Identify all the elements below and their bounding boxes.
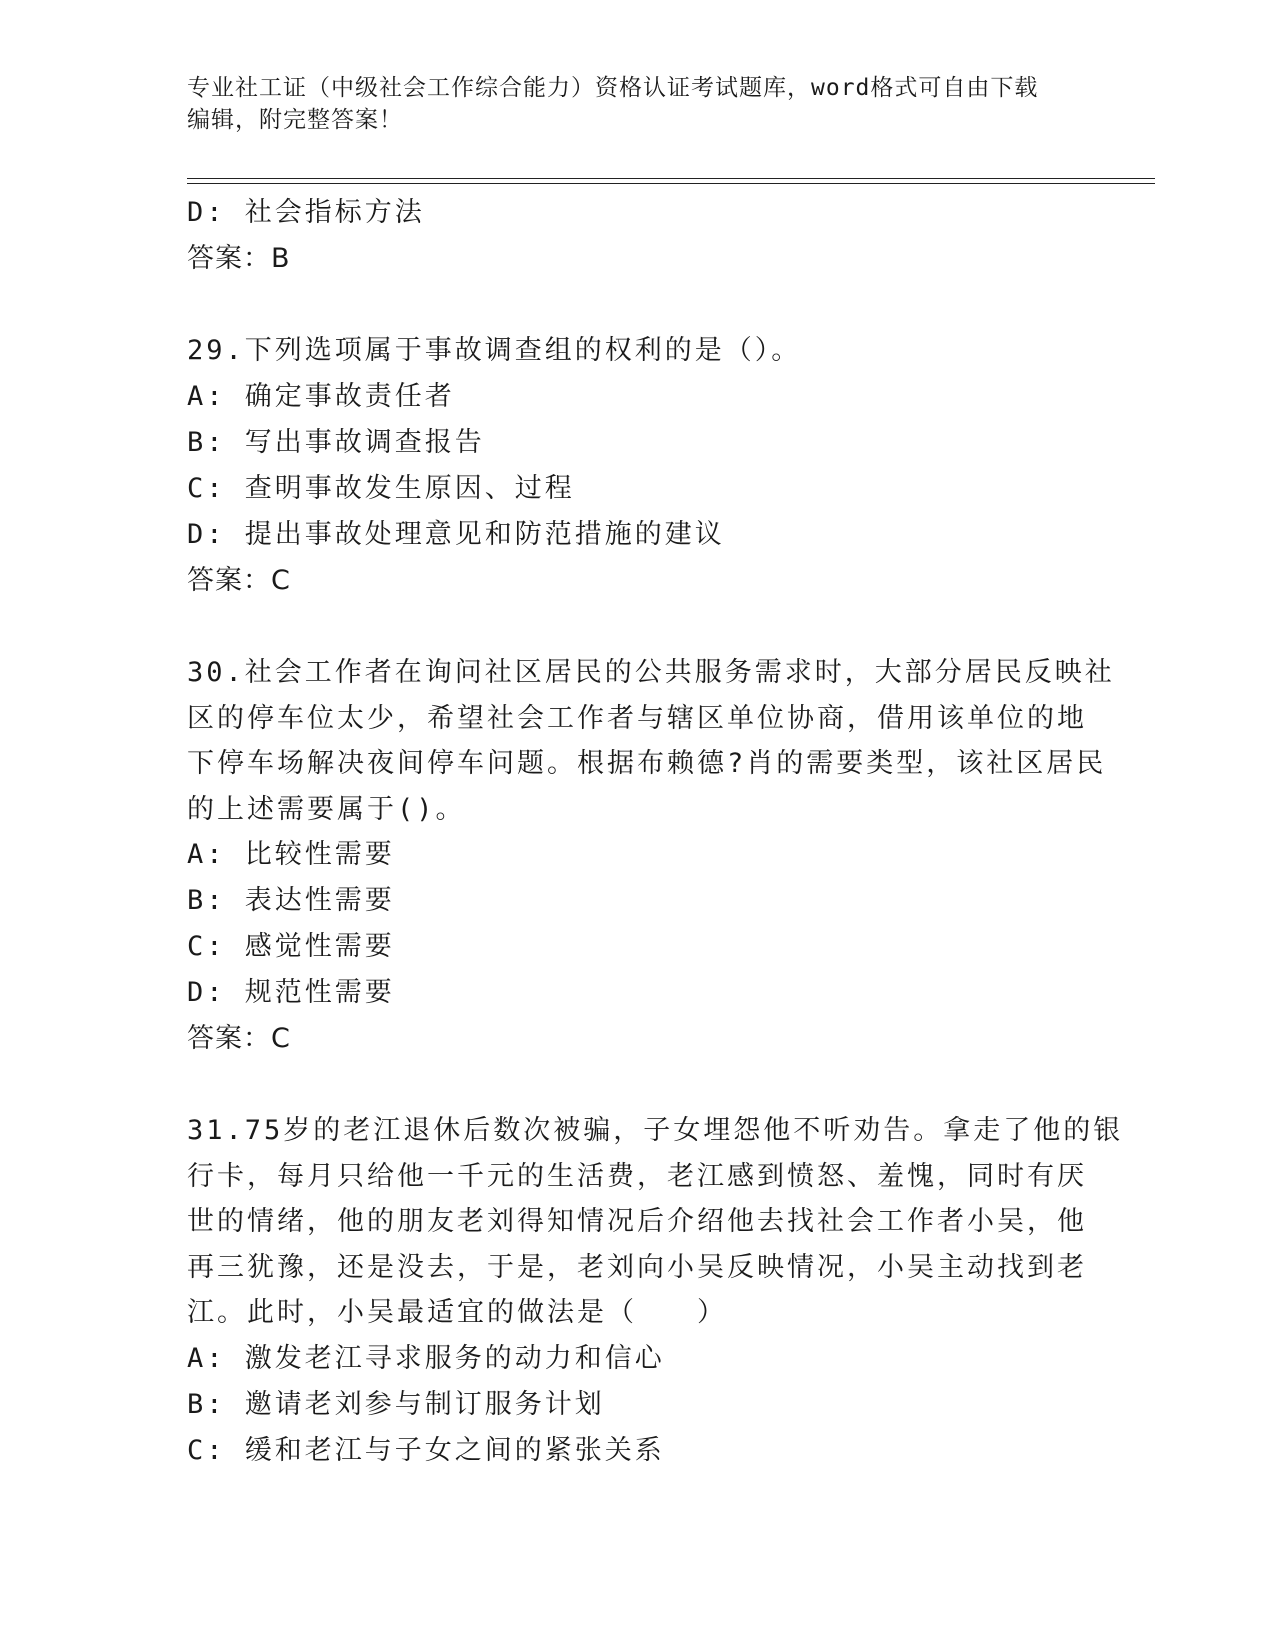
option-b: B: 邀请老刘参与制订服务计划	[187, 1388, 605, 1420]
question-stem-line: 世的情绪，他的朋友老刘得知情况后介绍他去找社会工作者小吴，他	[187, 1206, 1087, 1237]
page-header	[187, 72, 1087, 136]
answer-line: 答案：C	[187, 1023, 291, 1054]
option-b: B: 表达性需要	[187, 885, 395, 916]
question-29	[187, 328, 1087, 604]
question-31	[187, 1108, 1124, 1474]
header-divider-top	[187, 178, 1155, 179]
option-c: C: 查明事故发生原因、过程	[187, 473, 575, 504]
option-c: C: 感觉性需要	[187, 931, 395, 962]
header-title-line-2: 编辑，附完整答案！	[187, 107, 403, 133]
question-stem-line: 30.社会工作者在询问社区居民的公共服务需求时，大部分居民反映社	[187, 657, 1115, 688]
option-b: B: 写出事故调查报告	[187, 427, 485, 458]
option-d: D: 规范性需要	[187, 977, 395, 1008]
option-d: D: 提出事故处理意见和防范措施的建议	[187, 519, 725, 550]
header-title-line-1: 专业社工证（中级社会工作综合能力）资格认证考试题库，word格式可自由下载	[187, 75, 1039, 101]
answer-line: 答案：C	[187, 565, 291, 596]
option-d: D: 社会指标方法	[187, 197, 425, 228]
question-stem-line: 区的停车位太少，希望社会工作者与辖区单位协商，借用该单位的地	[187, 702, 1087, 734]
question-stem-line: 行卡，每月只给他一千元的生活费，老江感到愤怒、羞愧，同时有厌	[187, 1160, 1087, 1192]
option-c: C: 缓和老江与子女之间的紧张关系	[187, 1434, 665, 1466]
question-stem-line: 的上述需要属于()。	[187, 793, 466, 825]
question-content	[187, 190, 1124, 1474]
question-stem-line: 下停车场解决夜间停车问题。根据布赖德?肖的需要类型，该社区居民	[187, 748, 1107, 779]
question-stem-line: 再三犹豫，还是没去，于是，老刘向小吴反映情况，小吴主动找到老	[187, 1251, 1087, 1283]
header-divider-bottom	[187, 183, 1155, 184]
option-a: A: 比较性需要	[187, 839, 395, 870]
question-stem-line: 江。此时，小吴最适宜的做法是（ ）	[187, 1297, 727, 1328]
answer-line: 答案：B	[187, 243, 291, 274]
option-a: A: 激发老江寻求服务的动力和信心	[187, 1342, 665, 1374]
question-30	[187, 650, 1115, 1062]
question-stem-line: 31.75岁的老江退休后数次被骗，子女埋怨他不听劝告。拿走了他的银	[187, 1115, 1124, 1146]
option-a: A: 确定事故责任者	[187, 381, 455, 412]
prev-question-tail	[187, 190, 1087, 282]
question-stem: 29.下列选项属于事故调查组的权利的是（）。	[187, 335, 802, 366]
